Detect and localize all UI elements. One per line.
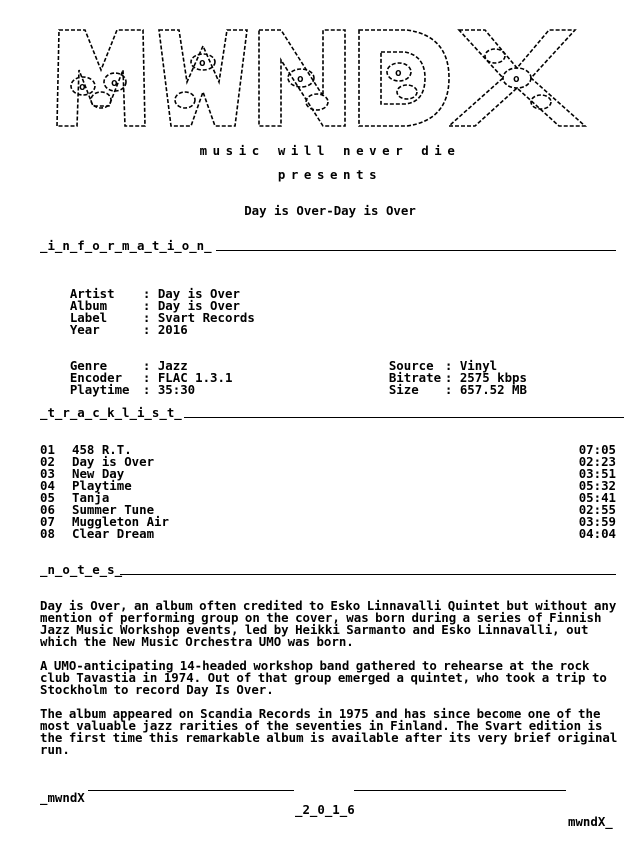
track-number: 03 <box>40 466 55 481</box>
genre-value: Jazz <box>157 358 188 373</box>
year-separator: : <box>142 322 151 337</box>
information-rule <box>216 250 616 251</box>
playtime-row <box>40 372 195 408</box>
track-number: 01 <box>40 442 55 457</box>
label-separator: : <box>142 310 151 325</box>
track-title: Muggleton Air <box>72 514 169 529</box>
notes-section-title: _n_o_t_e_s_ <box>40 562 123 577</box>
track-number: 05 <box>40 490 55 505</box>
track-duration: 03:51 <box>578 466 616 481</box>
year-row <box>40 312 188 348</box>
album-separator: : <box>142 298 151 313</box>
size-label: Size <box>388 382 419 397</box>
svg-text:o: o <box>199 56 206 69</box>
svg-text:o: o <box>297 72 304 85</box>
track-number: 08 <box>40 526 55 541</box>
track-row <box>40 456 616 468</box>
track-title: Playtime <box>72 478 132 493</box>
track-duration: 05:41 <box>578 490 616 505</box>
tracklist-section-title: _t_r_a_c_k_l_i_s_t_ <box>40 405 182 420</box>
year-label: Year <box>69 322 100 337</box>
track-number: 02 <box>40 454 55 469</box>
footer-rule-right <box>354 790 566 791</box>
tracklist-rule <box>184 417 624 418</box>
tagline: music will never die <box>199 143 461 158</box>
presents-text: presents <box>277 167 383 182</box>
bitrate-label: Bitrate <box>388 370 442 385</box>
label-value: Svart Records <box>157 310 255 325</box>
track-duration: 02:55 <box>578 502 616 517</box>
playtime-label: Playtime <box>69 382 130 397</box>
track-duration: 03:59 <box>578 514 616 529</box>
footer-right-tag: mwndX_ <box>568 814 613 829</box>
playtime-value: 35:30 <box>157 382 196 397</box>
label-label: Label <box>69 310 108 325</box>
bitrate-separator: : <box>444 370 453 385</box>
album-label: Album <box>69 298 108 313</box>
source-value: Vinyl <box>459 358 498 373</box>
notes-paragraph: Day is Over, an album often credited to Esko Linnavalli Quintet but without any mention of performing group on the cover, was born during a series of Finnish Jazz Music Workshop events, led by Heikki Sarmanto and Esko Linnavalli, out which the New Music Orchestra UMO was born. <box>40 598 617 649</box>
notes-paragraph: A UMO-anticipating 14-headed workshop band gathered to rehearse at the rock club Tavastia in 1974. Out of that group emerged a quintet, who took a trip to Stockholm to record Day Is Over. <box>40 658 607 697</box>
mwndx-ascii-logo <box>55 22 590 130</box>
bitrate-value: 2575 kbps <box>459 370 527 385</box>
notes-rule <box>120 574 616 575</box>
source-separator: : <box>444 358 453 373</box>
release-title: Day is Over-Day is Over <box>244 203 416 218</box>
year-value: 2016 <box>157 322 188 337</box>
album-value: Day is Over <box>157 298 240 313</box>
artist-label: Artist <box>69 286 115 301</box>
footer-year: _2_0_1_6 <box>295 802 355 817</box>
track-number: 07 <box>40 514 55 529</box>
artist-value: Day is Over <box>157 286 240 301</box>
notes-paragraph: The album appeared on Scandia Records in 1975 and has since become one of the most valuable jazz rarities of the seventies in Finland. The Svart edition is the first time this remarkable album is available after its very brief original run. <box>40 706 618 757</box>
track-title: Tanja <box>72 490 110 505</box>
track-duration: 07:05 <box>578 442 616 457</box>
size-value: 657.52 MB <box>459 382 527 397</box>
track-number: 04 <box>40 478 55 493</box>
playtime-separator: : <box>142 382 151 397</box>
genre-separator: : <box>142 358 151 373</box>
source-label: Source <box>388 358 434 373</box>
track-row <box>40 528 616 540</box>
track-duration: 05:32 <box>578 478 616 493</box>
track-title: Summer Tune <box>72 502 155 517</box>
mwndx-logo-art <box>55 22 590 130</box>
track-title: 458 R.T. <box>72 442 132 457</box>
track-title: Clear Dream <box>72 526 155 541</box>
track-duration: 04:04 <box>578 526 616 541</box>
encoder-value: FLAC 1.3.1 <box>157 370 233 385</box>
artist-separator: : <box>142 286 151 301</box>
track-row <box>40 480 616 492</box>
svg-text:o: o <box>79 80 86 93</box>
footer <box>40 780 620 840</box>
information-section-title: _i_n_f_o_r_m_a_t_i_o_n_ <box>40 238 212 253</box>
footer-left-tag: _mwndX <box>40 790 85 805</box>
svg-text:o: o <box>395 66 402 79</box>
size-separator: : <box>444 382 453 397</box>
size-row <box>359 372 527 408</box>
encoder-separator: : <box>142 370 151 385</box>
encoder-label: Encoder <box>69 370 123 385</box>
track-number: 06 <box>40 502 55 517</box>
svg-text:o: o <box>111 76 118 89</box>
svg-text:o: o <box>513 72 520 85</box>
track-title: New Day <box>72 466 125 481</box>
track-title: Day is Over <box>72 454 155 469</box>
track-duration: 02:23 <box>578 454 616 469</box>
genre-label: Genre <box>69 358 108 373</box>
footer-rule-left <box>88 790 294 791</box>
